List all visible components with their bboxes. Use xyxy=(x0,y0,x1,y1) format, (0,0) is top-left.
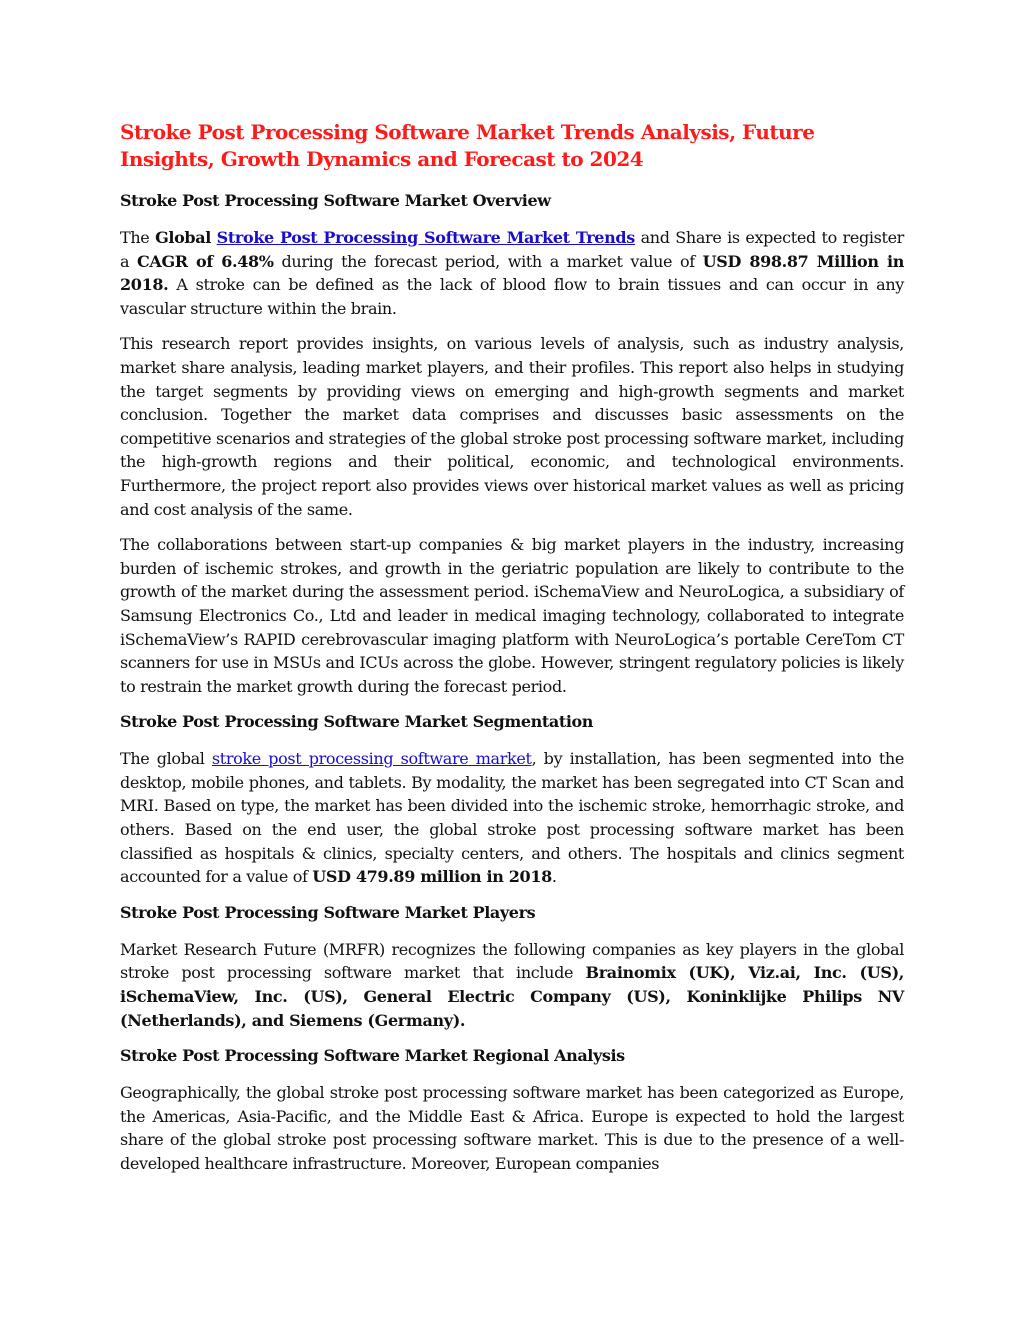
text-run: during the forecast period, with a market value of xyxy=(273,251,703,271)
players-heading: Stroke Post Processing Software Market Players xyxy=(120,902,536,922)
bold-text: Brainomix (UK), Viz.ai, Inc. (US), iSchemaView, Inc. (US), General Electric Company (US), Koninklijke Philips NV (Netherlands), and Siemens (Germany). xyxy=(120,963,905,1030)
segmentation-paragraph xyxy=(120,747,904,889)
market-trends-link[interactable]: Stroke Post Processing Software Market Trends xyxy=(216,228,635,247)
regional-paragraph: Geographically, the global stroke post processing software market has been categorized as Europe, the Americas, Asia-Pacific, and the Middle East & Africa. Europe is expected to hold the largest share of the global stroke post processing software market. This is due to the presence of a well-developed healthcare infrastructure. Moreover, European companies xyxy=(120,1083,904,1173)
text-run: The global xyxy=(120,749,212,769)
regional-heading: Stroke Post Processing Software Market Regional Analysis xyxy=(120,1046,625,1066)
text-run: A stroke can be defined as the lack of blood flow to brain tissues and can occur in any vascular structure within the brain. xyxy=(120,275,904,318)
overview-paragraph-3: The collaborations between start-up companies & big market players in the industry, increasing burden of ischemic strokes, and growth in the geriatric population are likely to contribute to the growth of the market during the assessment period. iSchemaView and NeuroLogica, a subsidiary of Samsung Electronics Co., Ltd and leader in medical imaging technology, collaborated to integrate iSchemaView’s RAPID cerebrovascular imaging platform with NeuroLogica’s portable CereTom CT scanners for use in MSUs and ICUs across the globe. However, stringent regulatory policies is likely to restrain the market growth during the forecast period. xyxy=(120,535,904,696)
market-link[interactable]: stroke post processing software market xyxy=(211,749,532,769)
text-run: , by installation, has been segmented into the desktop, mobile phones, and tablets. By modality, the market has been segregated into CT Scan and MRI. Based on type, the market has been divided into the ischemic stroke, hemorrhagic stroke, and others. Based on the end user, the global stroke post processing software market has been classified as hospitals & clinics, specialty centers, and others. The hospitals and clinics segment accounted for a value of xyxy=(120,749,904,887)
overview-paragraph-2: This research report provides insights, on various levels of analysis, such as industry analysis, market share analysis, leading market players, and their profiles. This report also helps in studying the target segments by providing views on emerging and high-growth segments and market conclusion. Together the market data comprises and discusses basic assessments on the competitive scenarios and strategies of the global stroke post processing software market, including the high-growth regions and their political, economic, and technological environments. Furthermore, the project report also provides views over historical market values as well as pricing and cost analysis of the same. xyxy=(120,334,904,519)
bold-text: USD 479.89 million in 2018 xyxy=(312,867,552,887)
text-run: . xyxy=(551,867,557,887)
overview-paragraph-1 xyxy=(120,226,904,320)
bold-text: Global xyxy=(155,228,212,247)
text-run: Market Research Future (MRFR) recognizes the following companies as key players in the global stroke post processing software market that include xyxy=(120,939,904,983)
document-title: Stroke Post Processing Software Market Trends Analysis, Future Insights, Growth Dynamics and Forecast to 2024 xyxy=(120,120,815,171)
text-run: The xyxy=(120,228,156,247)
text-run: and Share is expected to register a xyxy=(120,228,904,271)
bold-text: CAGR of 6.48% xyxy=(137,251,274,271)
players-paragraph xyxy=(120,938,904,1032)
overview-heading: Stroke Post Processing Software Market Overview xyxy=(120,191,551,210)
segmentation-heading: Stroke Post Processing Software Market Segmentation xyxy=(120,712,594,732)
bold-text: USD 898.87 Million in 2018. xyxy=(120,251,904,295)
document-page xyxy=(120,119,904,1188)
